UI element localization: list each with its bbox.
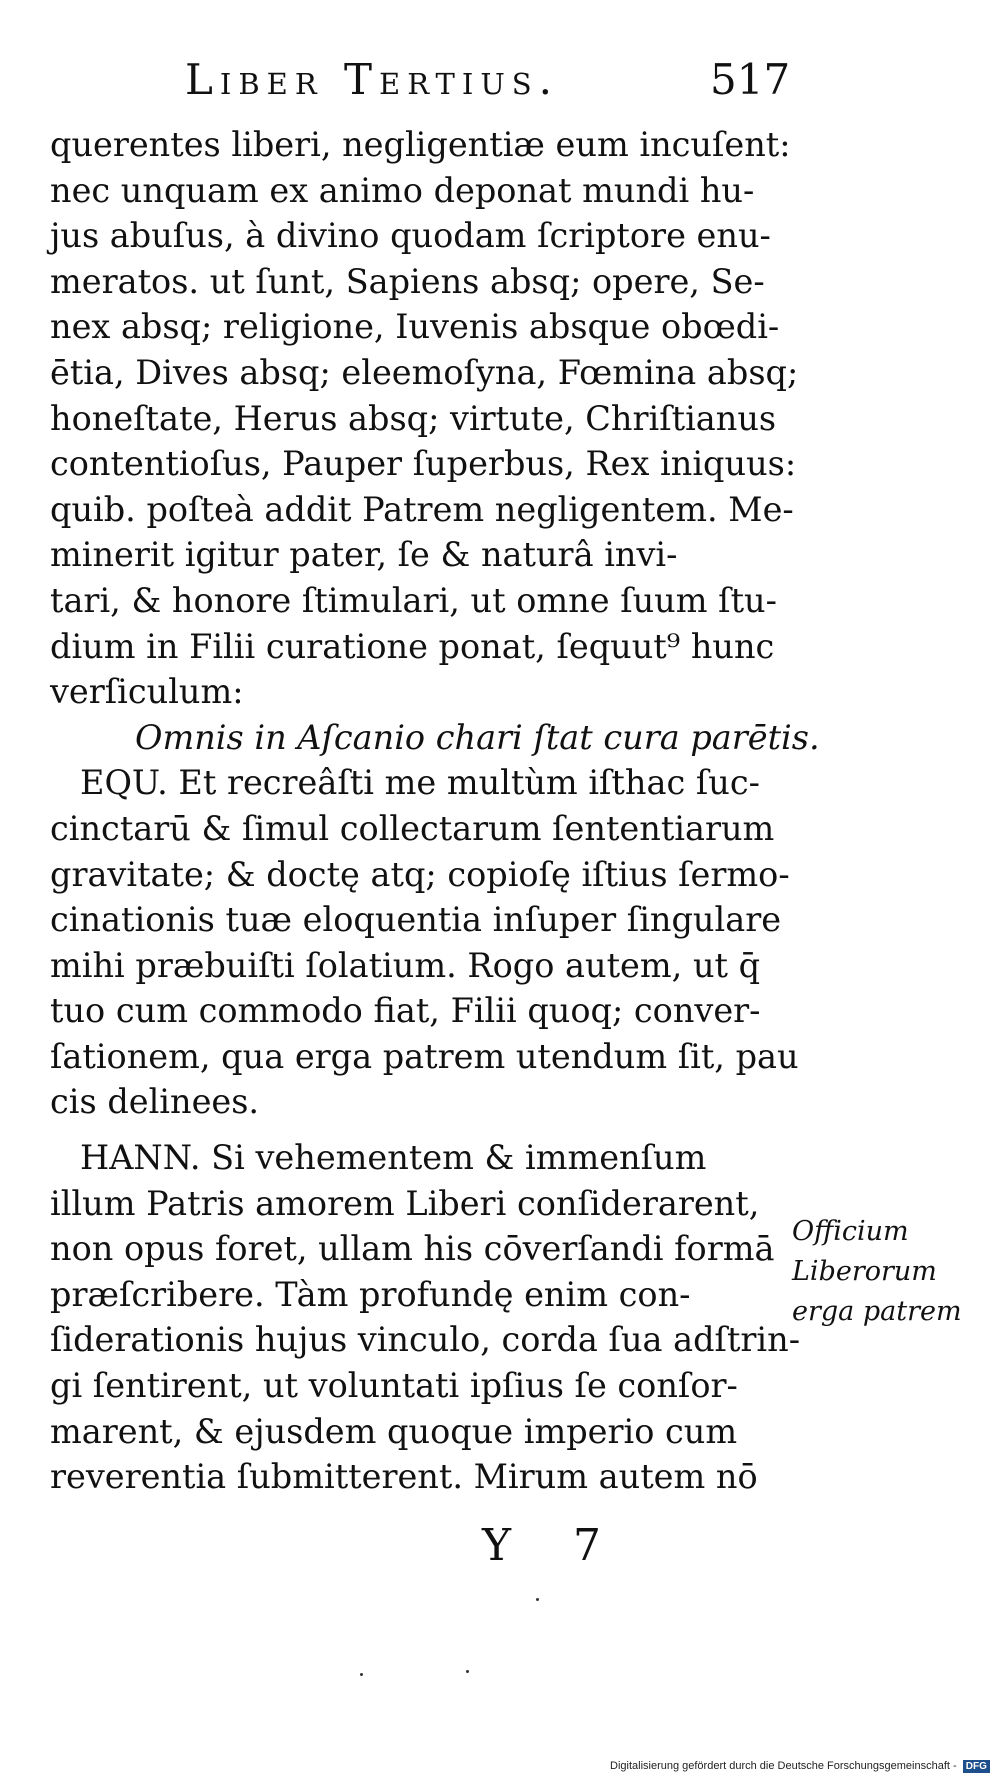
- marginal-note-line: Liberorum: [792, 1256, 937, 1287]
- text-line: nec unquam ex animo deponat mundi hu-: [50, 170, 755, 210]
- digitization-credit: [610, 1760, 990, 1773]
- text-line: querentes liberi, negligentiæ eum incuſent:: [50, 125, 791, 164]
- text-line: cis delinees.: [50, 1082, 260, 1122]
- text-line: reverentia ſubmitterent. Mirum autem nō: [50, 1457, 758, 1497]
- text-line: jus abuſus, à divino quodam ſcriptore enu-: [50, 216, 771, 256]
- dfg-logo: DFG: [963, 1760, 990, 1773]
- text-line: EQU. Et recreâſti me multùm iſthac ſuc-: [80, 763, 760, 803]
- text-line: HANN. Si vehementem & immenſum: [80, 1138, 707, 1178]
- text-line: ſiderationis hujus vinculo, corda ſua adſtrin-: [50, 1320, 801, 1360]
- text-line: gi ſentirent, ut voluntati ipſius ſe conſor-: [50, 1366, 738, 1406]
- speck: [466, 1670, 469, 1673]
- text-line: tuo cum commodo fiat, Filii quoq; conver-: [50, 991, 761, 1031]
- text-line: contentioſus, Pauper ſuperbus, Rex iniquus:: [50, 444, 797, 484]
- credit-text: Digitalisierung gefördert durch die Deutsche Forschungsgemeinschaft -: [610, 1760, 957, 1772]
- text-line: illum Patris amorem Liberi conſiderarent,: [50, 1183, 760, 1223]
- text-line: verſiculum:: [50, 672, 244, 712]
- text-line: præſcribere. Tàm profundę enim con-: [50, 1274, 691, 1314]
- text-line: minerit igitur pater, ſe & naturâ invi-: [50, 535, 678, 575]
- text-line: non opus foret, ullam his cōverſandi formā: [50, 1229, 775, 1269]
- running-head: Liber Tertius.: [185, 55, 559, 104]
- text-line: cinationis tuæ eloquentia inſuper ſingulare: [50, 900, 782, 940]
- speck: [536, 1598, 539, 1601]
- text-line: ētia, Dives absq; eleemoſyna, Fœmina absq;: [50, 352, 799, 392]
- text-line: nex absq; religione, Iuvenis absque obœdi-: [50, 307, 780, 347]
- text-line: marent, & ejusdem quoque imperio cum: [50, 1411, 738, 1451]
- page-number: 517: [710, 55, 791, 104]
- text-line: meratos. ut ſunt, Sapiens absq; opere, Se-: [50, 261, 765, 301]
- text-line: ſationem, qua erga patrem utendum ſit, pau: [50, 1036, 799, 1076]
- text-line: dium in Filii curatione ponat, ſequut⁹ hunc: [50, 626, 775, 666]
- text-line: gravitate; & doctę atq; copioſę iſtius ſermo-: [50, 854, 790, 894]
- marginal-note-line: Officium: [792, 1216, 909, 1247]
- marginal-note-line: erga patrem: [792, 1296, 962, 1327]
- text-line: honeſtate, Herus absq; virtute, Chriſtianus: [50, 398, 777, 438]
- text-line: quib. poſteà addit Patrem negligentem. Me-: [50, 489, 794, 529]
- main-text: [50, 122, 820, 1500]
- speck: [360, 1673, 363, 1676]
- text-line: cinctarū & ſimul collectarum ſententiarum: [50, 808, 775, 848]
- marginal-note: [792, 1212, 962, 1332]
- verse-line: Omnis in Aſcanio chari ſtat cura parētis.: [135, 717, 820, 757]
- text-line: mihi præbuiſti ſolatium. Rogo autem, ut q̄: [50, 945, 761, 985]
- text-line: tari, & honore ſtimulari, ut omne ſuum ſtu-: [50, 580, 777, 620]
- signature-mark: Y 7: [482, 1520, 626, 1571]
